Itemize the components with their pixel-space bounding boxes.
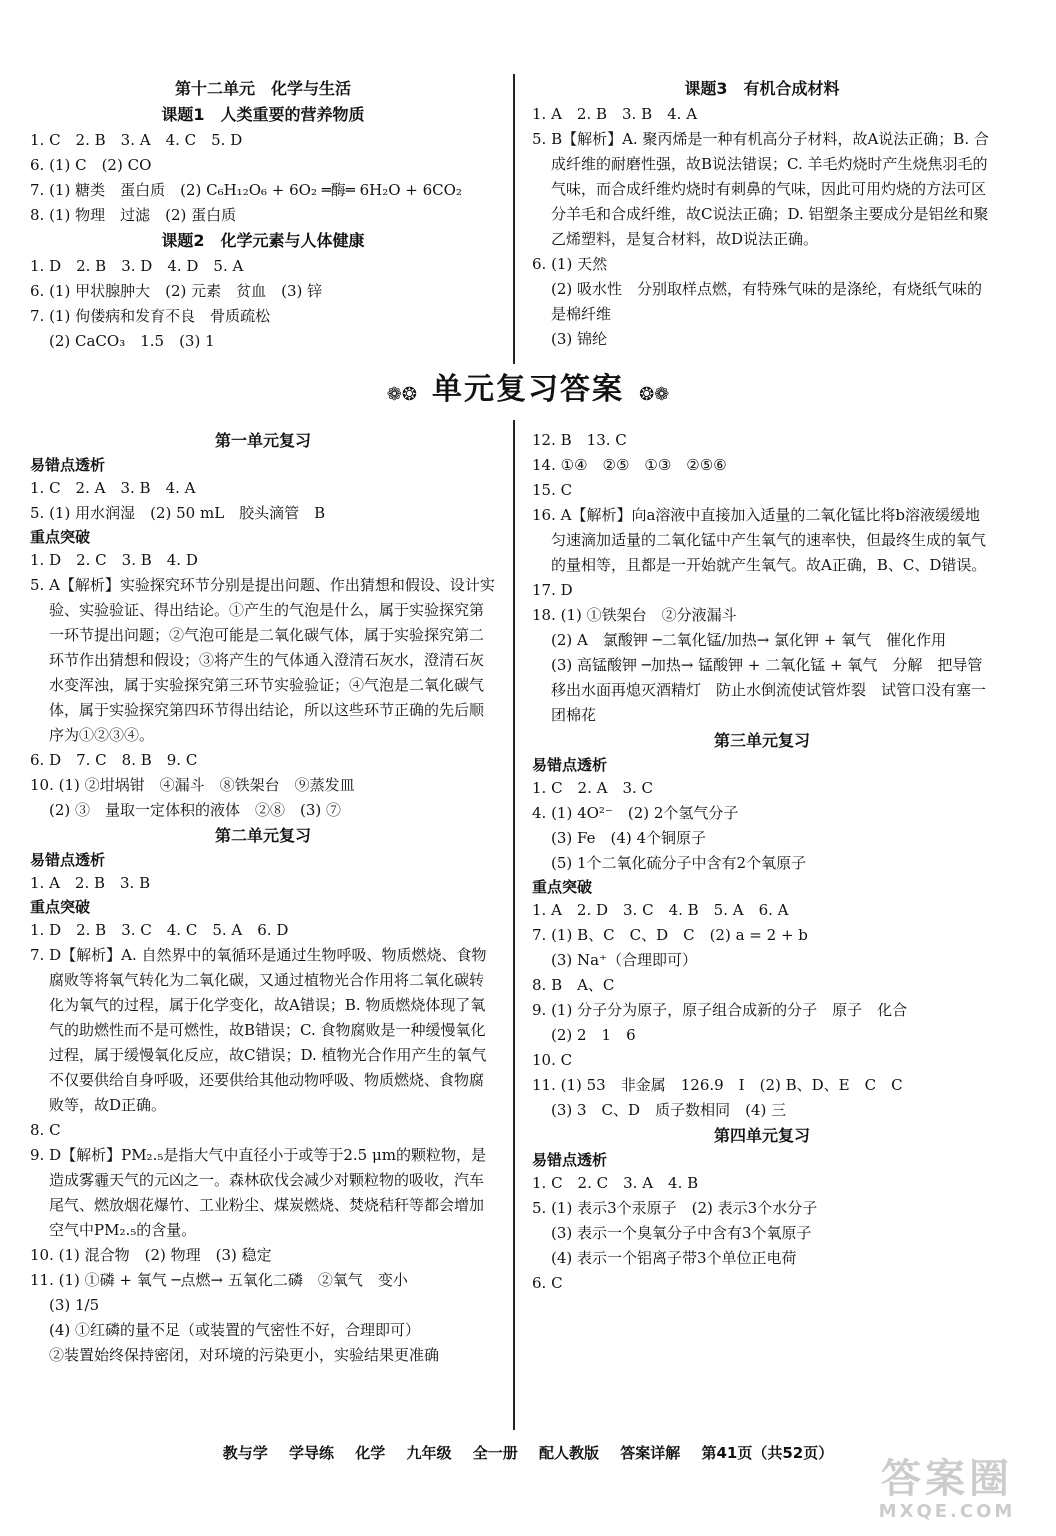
answer-line: (4) ①红磷的量不足（或装置的气密性不好，合理即可）: [49, 1321, 421, 1339]
answer-line: 7. (1) 糖类 蛋白质 (2) C₆H₁₂O₆ + 6O₂ ═酶═ 6H₂O + 6CO₂: [30, 181, 462, 199]
top-column-divider: [513, 74, 515, 364]
unit-4-review-title: 第四单元复习: [713, 1126, 810, 1145]
answer-line: 9. D【解析】PM₂.₅是指大气中直径小于或等于2.5 μm的颗粒物，是造成雾霾天气的元凶之一。森林砍伐会减少对颗粒物的吸收，汽车尾气、燃放烟花爆竹、工业粉尘、煤炭燃烧、焚烧秸秆等都会增加空气中PM₂.₅的含量。: [30, 1146, 486, 1239]
answer-line: 10. (1) ②坩埚钳 ④漏斗 ⑧铁架台 ⑨蒸发皿: [30, 776, 355, 794]
bottom-left-column: [30, 428, 496, 1368]
answer-line: (2) ③ 量取一定体积的液体 ②⑧ (3) ⑦: [49, 801, 342, 819]
answer-line: 16. A【解析】向a溶液中直接加入适量的二氧化锰比将b溶液缓缓地匀速滴加适量的二氧化锰中产生氧气的速率快，但最终生成的氧气的量相等，且都是一开始就产生氧气。故A正确，B、C、D错误。: [532, 506, 987, 574]
answer-line: 6. (1) 天然: [532, 255, 608, 273]
answer-line: 1. C 2. B 3. A 4. C 5. D: [30, 131, 243, 149]
subheading: 易错点透析: [30, 456, 106, 474]
answer-line: 14. ①④ ②⑤ ①③ ②⑤⑥: [532, 456, 727, 474]
footer-item: 配人教版: [539, 1444, 600, 1462]
answer-line: ②装置始终保持密闭，对环境的污染更小，实验结果更准确: [49, 1346, 440, 1364]
answer-line: 1. D 2. B 3. D 4. D 5. A: [30, 257, 244, 275]
subheading: 重点突破: [30, 898, 91, 916]
answer-line: (2) CaCO₃ 1.5 (3) 1: [49, 332, 215, 350]
answer-line: (2) A 氯酸钾 ─二氧化锰/加热→ 氯化钾 + 氧气 催化作用: [551, 631, 947, 649]
answer-line: (3) Fe (4) 4个铜原子: [551, 829, 707, 847]
subheading: 重点突破: [30, 528, 91, 546]
unit-2-review-title: 第二单元复习: [214, 826, 311, 845]
answer-line: 5. (1) 用水润湿 (2) 50 mL 胶头滴管 B: [30, 504, 326, 522]
answer-line: 4. (1) 4O²⁻ (2) 2个氢气分子: [532, 804, 739, 822]
unit-3-review-title: 第三单元复习: [713, 731, 810, 750]
unit-1-review-title: 第一单元复习: [214, 431, 311, 450]
answer-line: (3) 1/5: [49, 1296, 100, 1314]
banner-title: 单元复习答案: [432, 372, 624, 407]
answer-line: 11. (1) 53 非金属 126.9 I (2) B、D、E C C: [532, 1076, 903, 1094]
answer-line: (3) 3 C、D 质子数相同 (4) 三: [551, 1101, 787, 1119]
subheading: 易错点透析: [30, 851, 106, 869]
answer-line: 6. D 7. C 8. B 9. C: [30, 751, 198, 769]
answer-line: 6. (1) C (2) CO: [30, 156, 152, 174]
bottom-column-divider: [513, 420, 515, 1430]
answer-line: 8. B A、C: [532, 976, 615, 994]
answer-line: 8. C: [30, 1121, 61, 1139]
answer-line: 1. A 2. D 3. C 4. B 5. A 6. A: [532, 901, 789, 919]
answer-line: 18. (1) ①铁架台 ②分液漏斗: [532, 606, 737, 624]
answer-line: 7. (1) 佝偻病和发育不良 骨质疏松: [30, 307, 271, 325]
answer-line: 5. A【解析】实验探究环节分别是提出问题、作出猜想和假设、设计实验、实验验证、得出结论。①产生的气泡是什么，属于实验探究第一环节提出问题；②气泡可能是二氧化碳气体，属于实验探究第二环节作出猜想和假设；③将产生的气体通入澄清石灰水，澄清石灰水变浑浊，属于实验探究第三环节实验验证；④气泡是二氧化碳气体，属于实验探究第四环节得出结论，所以这些环节正确的先后顺序为①②③④。: [30, 576, 495, 744]
footer-item: 九年级: [406, 1444, 452, 1462]
section-banner: [0, 370, 1056, 410]
answer-line: 17. D: [532, 581, 573, 599]
watermark-top: 答案圈: [881, 1456, 1013, 1502]
answer-line: 6. C: [532, 1274, 563, 1292]
answer-line: (3) Na⁺（合理即可）: [551, 951, 698, 969]
flower-ornament-icon: ❂❁: [639, 384, 670, 405]
answer-line: (3) 锦纶: [551, 330, 608, 348]
flower-ornament-icon: ❁❂: [386, 384, 417, 405]
answer-line: 5. B【解析】A. 聚丙烯是一种有机高分子材料，故A说法正确；B. 合成纤维的耐磨性强，故B说法错误；C. 羊毛灼烧时产生烧焦羽毛的气味，而合成纤维灼烧时有刺鼻的气味，因此可用灼烧的方法可区分羊毛和合成纤维，故C说法正确；D. 铝塑条主要成分是铝丝和聚乙烯塑料，是复合材料，故D说法正确。: [532, 130, 989, 248]
answer-line: 1. A 2. B 3. B: [30, 874, 151, 892]
answer-line: 9. (1) 分子分为原子，原子组合成新的分子 原子 化合: [532, 1001, 908, 1019]
answer-line: (5) 1个二氧化硫分子中含有2个氧原子: [551, 854, 807, 872]
top-left-column: [30, 76, 496, 354]
lesson-3-title: 课题3 有机合成材料: [684, 79, 840, 98]
footer-item: 教与学: [222, 1444, 268, 1462]
answer-line: 1. D 2. B 3. C 4. C 5. A 6. D: [30, 921, 289, 939]
subheading: 易错点透析: [532, 1151, 608, 1169]
answer-line: (2) 2 1 6: [551, 1026, 636, 1044]
answer-line: 7. (1) B、C C、D C (2) a = 2 + b: [532, 926, 808, 944]
subheading: 易错点透析: [532, 756, 608, 774]
watermark-bottom: MXQE.COM: [878, 1501, 1016, 1522]
unit-12-title: 第十二单元 化学与生活: [174, 79, 351, 98]
answer-line: 15. C: [532, 481, 573, 499]
footer-item: 化学: [355, 1444, 386, 1462]
answer-line: 10. C: [532, 1051, 573, 1069]
answer-line: 1. A 2. B 3. B 4. A: [532, 105, 698, 123]
answer-line: (3) 高锰酸钾 ─加热→ 锰酸钾 + 二氧化锰 + 氧气 分解 把导管移出水面再熄灭酒精灯 防止水倒流使试管炸裂 试管口没有塞一团棉花: [551, 656, 987, 724]
answer-line: 8. (1) 物理 过滤 (2) 蛋白质: [30, 206, 237, 224]
answer-line: 11. (1) ①磷 + 氧气 ─点燃→ 五氧化二磷 ②氧气 变小: [30, 1271, 408, 1289]
answer-line: 1. C 2. A 3. C: [532, 779, 654, 797]
answer-line: 12. B 13. C: [532, 431, 627, 449]
answer-line: 7. D【解析】A. 自然界中的氧循环是通过生物呼吸、物质燃烧、食物腐败等将氧气转化为二氧化碳，又通过植物光合作用将二氧化碳转化为氧气的过程，属于化学变化，故A错误；B. 物质燃烧体现了氧气的助燃性而不是可燃性，故B错误；C. 食物腐败是一种缓慢氧化过程，属于缓慢氧化反应，故C错误；D. 植物光合作用产生的氧气不仅要供给自身呼吸，还要供给其他动物呼吸、物质燃烧、食物腐败等，故D正确。: [30, 946, 487, 1114]
subheading: 重点突破: [532, 878, 593, 896]
answer-line: 5. (1) 表示3个汞原子 (2) 表示3个水分子: [532, 1199, 818, 1217]
answer-line: (3) 表示一个臭氧分子中含有3个氧原子: [551, 1224, 812, 1242]
lesson-1-title: 课题1 人类重要的营养物质: [161, 105, 365, 124]
answer-line: 1. D 2. C 3. B 4. D: [30, 551, 198, 569]
answer-line: 1. C 2. A 3. B 4. A: [30, 479, 196, 497]
answer-line: 10. (1) 混合物 (2) 物理 (3) 稳定: [30, 1246, 272, 1264]
watermark-logo: [852, 1456, 1042, 1530]
answer-line: (4) 表示一个铝离子带3个单位正电荷: [551, 1249, 797, 1267]
lesson-2-title: 课题2 化学元素与人体健康: [161, 231, 365, 250]
bottom-right-column: [532, 428, 992, 1296]
answer-line: 6. (1) 甲状腺肿大 (2) 元素 贫血 (3) 锌: [30, 282, 323, 300]
footer-item: 学导练: [289, 1444, 335, 1462]
footer-item: 答案详解: [620, 1444, 681, 1462]
answer-line: (2) 吸水性 分别取样点燃，有特殊气味的是涤纶，有烧纸气味的是棉纤维: [551, 280, 983, 323]
top-right-column: [532, 76, 992, 352]
page-number: 第41页（共52页）: [701, 1444, 834, 1462]
footer-item: 全一册: [472, 1444, 518, 1462]
answer-line: 1. C 2. C 3. A 4. B: [532, 1174, 699, 1192]
